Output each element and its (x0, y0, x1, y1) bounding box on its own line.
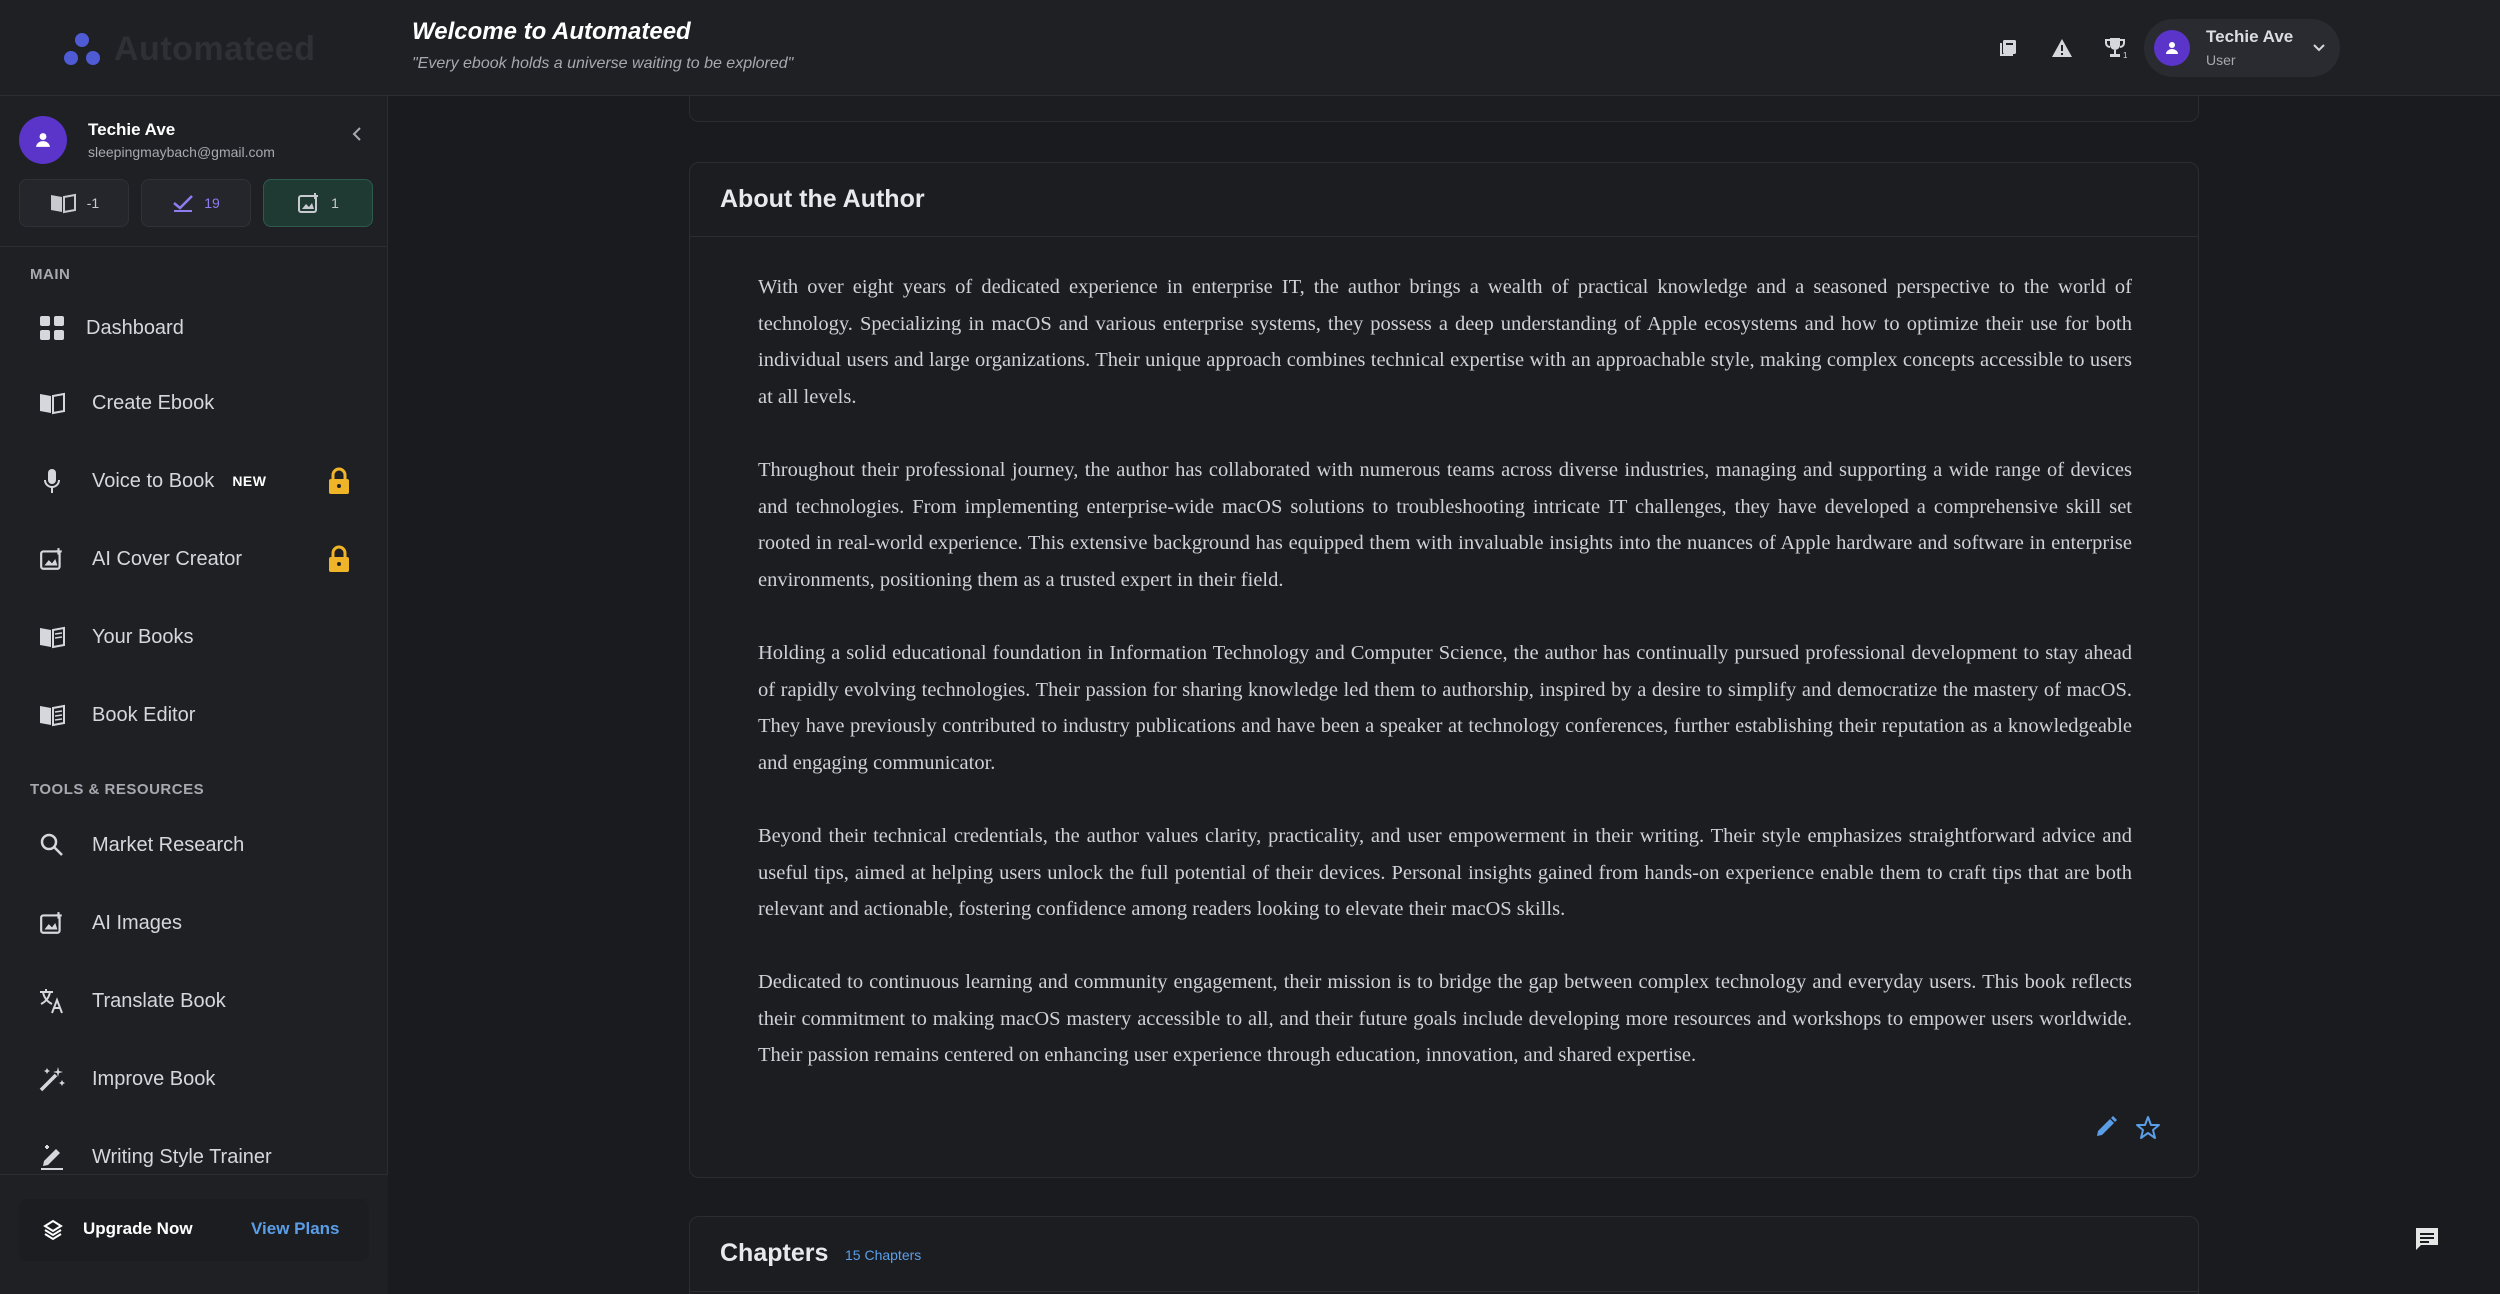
warning-icon[interactable] (2048, 34, 2076, 62)
star-icon[interactable] (2135, 1115, 2161, 1146)
upgrade-panel (0, 1174, 388, 1294)
sidebar-item-dashboard[interactable] (36, 306, 366, 350)
translate-icon (36, 985, 68, 1017)
collapse-sidebar-icon[interactable] (350, 126, 364, 147)
sidebar (0, 96, 388, 1294)
about-author-header (690, 163, 2198, 237)
layers-icon (43, 1219, 63, 1246)
profile-name: Techie Ave (88, 120, 176, 139)
lock-icon (328, 467, 350, 500)
new-badge: NEW (232, 473, 267, 489)
about-paragraph: Throughout their professional journey, the author has collaborated with numerous teams across diverse industries, managing and supporting a wide range of devices and technologies. From implementing enterprise-wide macOS solutions to troubleshooting intricate IT challenges, they have developed a comprehensive skill set rooted in real-world experience. This extensive background has equipped them with invaluable insights into the nuances of Apple hardware and software in enterprise environments, positioning them as a trusted expert in their field. (758, 458, 2132, 591)
search-icon (36, 829, 68, 861)
about-author-title: About the Author (720, 185, 925, 213)
sidebar-item-ai-cover-creator[interactable] (36, 537, 366, 581)
book-edit-icon (36, 699, 68, 731)
welcome-block (412, 18, 793, 73)
chat-icon[interactable] (2410, 1222, 2444, 1256)
upgrade-now-button[interactable]: Upgrade Now (83, 1219, 193, 1238)
sidebar-item-translate-book[interactable] (36, 979, 366, 1023)
microphone-icon (36, 465, 68, 497)
sidebar-item-improve-book[interactable] (36, 1057, 366, 1101)
about-paragraph: Holding a solid educational foundation in Information Technology and Computer Science, the author has continually pursued professional development to stay ahead of rapidly evolving technologies. Their passion for sharing knowledge led them to authorship, inspired by a desire to simplify and democratize the mastery of macOS. They have previously contributed to industry publications and have been a speaker at technology conferences, further establishing their reputation as a knowledgeable and engaging communicator. (758, 641, 2132, 774)
check-icon (172, 194, 194, 212)
magic-wand-icon (36, 1063, 68, 1095)
stat-completed-value: 19 (204, 195, 220, 211)
chapters-card (689, 1216, 2199, 1294)
pencil-edit-icon (36, 1141, 68, 1173)
sidebar-item-ai-images[interactable] (36, 901, 366, 945)
sidebar-item-label: Writing Style Trainer (92, 1145, 272, 1168)
svg-text:1: 1 (2123, 51, 2128, 59)
app-logo[interactable] (64, 30, 315, 69)
user-menu[interactable] (2144, 19, 2340, 77)
divider (0, 246, 388, 247)
chevron-down-icon (2312, 40, 2326, 59)
chapters-title: Chapters (720, 1239, 829, 1267)
image-edit-icon (36, 543, 68, 575)
sidebar-item-label: Create Ebook (92, 391, 215, 414)
section-tools-label: TOOLS & RESOURCES (30, 781, 205, 798)
about-author-card (689, 162, 2199, 1178)
avatar (19, 116, 67, 164)
sidebar-item-label: Translate Book (92, 989, 226, 1012)
book-stack-icon[interactable] (1994, 34, 2022, 62)
upgrade-box (19, 1199, 369, 1261)
chapters-count: 15 Chapters (845, 1247, 922, 1263)
lock-icon (328, 545, 350, 578)
book-open-icon (36, 621, 68, 653)
book-icon (36, 387, 68, 419)
trophy-icon[interactable] (2102, 34, 2130, 62)
about-paragraph: Beyond their technical credentials, the author values clarity, practicality, and user empowerment in their writing. Their style emphasizes straightforward advice and useful tips, aimed at helping users unlock the full potential of their devices. Personal insights gained from hands-on experience enable them to craft tips that are both relevant and actionable, fostering confidence among readers looking to elevate their macOS skills. (758, 824, 2132, 921)
book-open-icon (49, 192, 77, 214)
logo-text: Automateed (114, 30, 316, 68)
stat-books[interactable] (19, 179, 129, 227)
sidebar-item-label: Your Books (92, 625, 194, 648)
sidebar-item-label: Book Editor (92, 703, 196, 726)
divider (690, 1291, 2198, 1292)
logo-icon (64, 33, 100, 67)
welcome-title: Welcome to Automateed (412, 18, 691, 45)
sidebar-item-create-ebook[interactable] (36, 381, 366, 425)
sidebar-item-label: Dashboard (86, 316, 184, 339)
sidebar-item-book-editor[interactable] (36, 693, 366, 737)
sidebar-item-writing-style-trainer[interactable] (36, 1135, 366, 1179)
sidebar-item-label: AI Images (92, 911, 183, 934)
profile-email: sleepingmaybach@gmail.com (88, 144, 275, 160)
sidebar-item-your-books[interactable] (36, 615, 366, 659)
about-paragraph: With over eight years of dedicated experience in enterprise IT, the author brings a wealth of practical knowledge and a seasoned perspective to the world of technology. Specializing in macOS and various enterprise systems, they possess a deep understanding of Apple ecosystems and how to optimize their use for both individual users and large organizations. Their unique approach combines technical expertise with an approachable style, making complex concepts accessible to users at all levels. (758, 276, 2132, 408)
sidebar-item-label: AI Cover Creator (92, 547, 243, 570)
welcome-quote: "Every ebook holds a universe waiting to be explored" (412, 55, 794, 72)
stat-completed[interactable] (141, 179, 251, 227)
image-icon (297, 192, 321, 214)
sidebar-item-market-research[interactable] (36, 823, 366, 867)
sidebar-item-voice-to-book[interactable] (36, 459, 366, 503)
about-author-body (758, 269, 2132, 1111)
image-edit-icon (36, 907, 68, 939)
grid-icon (36, 312, 68, 344)
user-name: Techie Ave (2206, 27, 2294, 46)
sidebar-item-label: Improve Book (92, 1067, 216, 1090)
app-header (0, 0, 2500, 96)
section-main-label: MAIN (30, 266, 71, 283)
view-plans-link[interactable]: View Plans (251, 1219, 340, 1238)
sidebar-profile (19, 116, 369, 166)
stat-images[interactable] (263, 179, 373, 227)
about-paragraph: Dedicated to continuous learning and community engagement, their mission is to bridge the gap between complex technology and everyday users. This book reflects their commitment to making macOS mastery accessible to all, and their future goals include developing more resources and workshops to empower users worldwide. Their passion remains centered on enhancing user experience through education, innovation, and shared expertise. (758, 971, 2132, 1067)
avatar (2154, 30, 2190, 66)
sidebar-item-label: Voice to Book (92, 469, 215, 492)
previous-card-edge (689, 96, 2199, 122)
sidebar-item-label: Market Research (92, 833, 245, 856)
stat-images-value: 1 (331, 195, 339, 211)
user-role: User (2206, 52, 2236, 68)
stat-books-value: -1 (86, 195, 100, 211)
edit-icon[interactable] (2094, 1115, 2118, 1144)
